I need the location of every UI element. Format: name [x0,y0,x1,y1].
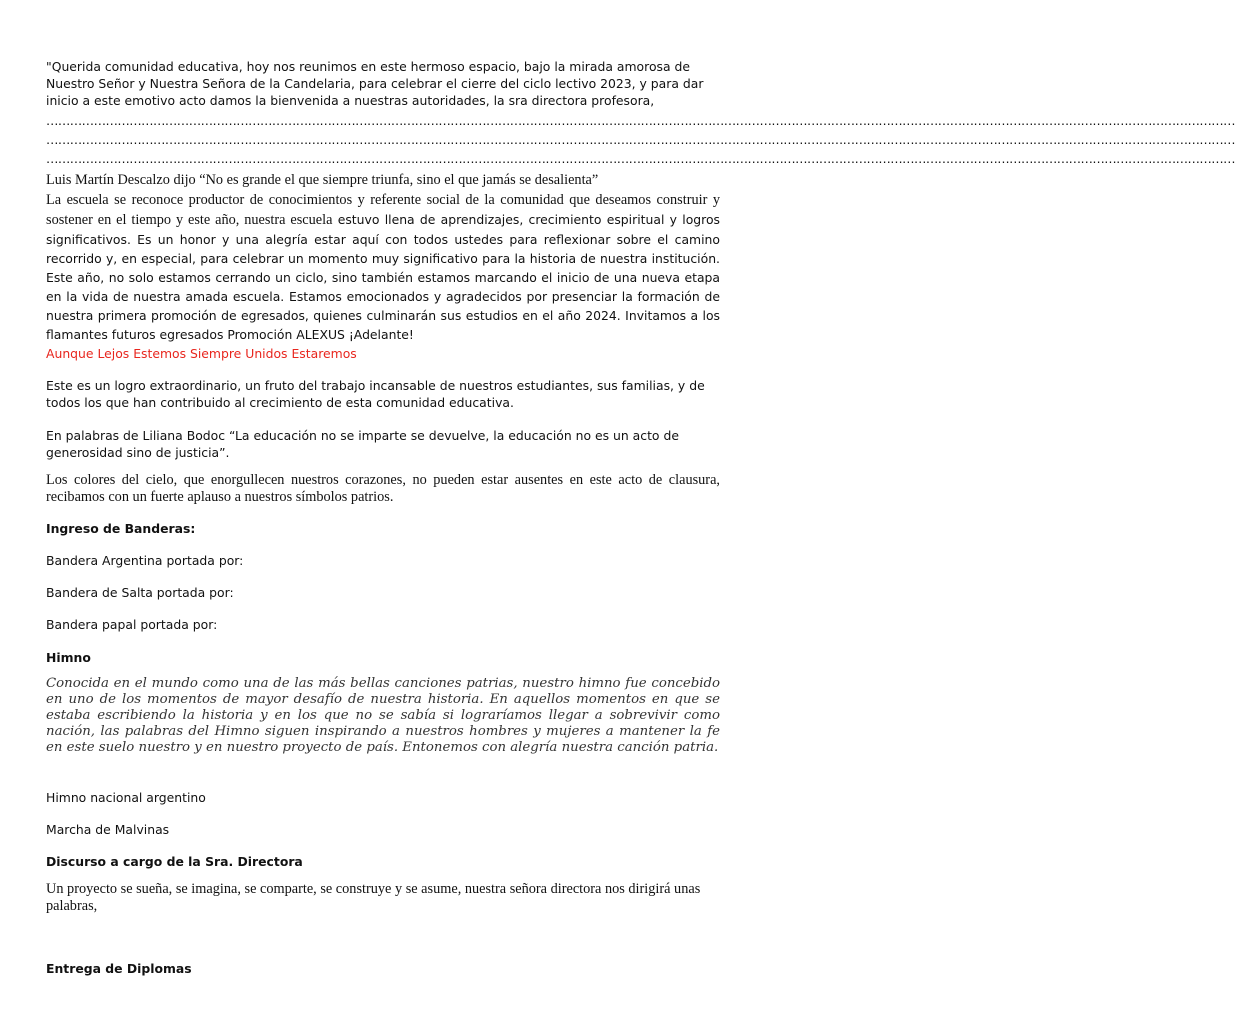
diplomas-heading: Entrega de Diplomas [46,961,192,976]
bandera-argentina: Bandera Argentina portada por: [46,553,244,568]
escuela-serif-text: La escuela se reconoce productor de conocimientos y referente social de la comunidad que deseamos construir y sostener en el tiempo y este año, nuestra escuela [46,192,720,228]
colores-paragraph: Los colores del cielo, que enorgullecen nuestros corazones, no pueden estar ausentes en este acto de clausura, recibamos con un fuerte aplauso a nuestros símbolos patrios. [46,472,720,505]
himno-paragraph: Conocida en el mundo como una de las más bellas canciones patrias, nuestro himno fue concebido en uno de los momentos de mayor desafío de nuestra historia. En aquellos momentos en que se estaba escribiendo la historia y en los que no se sabía si lograríamos llegar a sobrevivir como nación, las palabras del Himno siguen inspirando a nuestros hombres y mujeres a mantener la fe en este suelo nuestro y en nuestro proyecto de país. Entonemos con alegría nuestra canción patria. [46,676,720,755]
dotted-line: ………………………………………………………………………………………………………………………………………………………………………………………………………………………………………………………………………… [46,132,1235,147]
himno-nacional: Himno nacional argentino [46,790,206,805]
himno-heading: Himno [46,650,91,665]
dotted-lines [46,111,1235,168]
marcha-malvinas: Marcha de Malvinas [46,822,170,837]
logro-paragraph: Este es un logro extraordinario, un fruto del trabajo incansable de nuestros estudiantes, sus familias, y de todos los que han contribuido al crecimiento de esta comunidad educativa. [46,378,705,410]
bandera-papal: Bandera papal portada por: [46,617,218,632]
bodoc-quote: En palabras de Liliana Bodoc “La educación no se imparte se devuelve, la educación no es un acto de generosidad sino de justicia”. [46,428,679,460]
discurso-paragraph: Un proyecto se sueña, se imagina, se comparte, se construye y se asume, nuestra señora directora nos dirigirá unas palabras, [46,881,701,914]
banderas-heading: Ingreso de Banderas: [46,521,196,536]
descalzo-quote: Luis Martín Descalzo dijo “No es grande el que siempre triunfa, sino el que jamás se desalienta” [46,172,599,188]
bandera-salta: Bandera de Salta portada por: [46,585,234,600]
escuela-sans-text: estuvo llena de aprendizajes, crecimiento espiritual y logros significativos. Es un honor y una alegría estar aquí con todos ustedes para reflexionar sobre el camino recorrido y, en especial, para celebrar un momento muy significativo para la historia de nuestra institución. Este año, no solo estamos cerrando un ciclo, sino también estamos marcando el inicio de una nueva etapa en la vida de nuestra amada escuela. Estamos emocionados y agradecidos por presenciar la formación de nuestra primera promoción de egresados, quienes culminarán sus estudios en el año 2024. Invitamos a los flamantes futuros egresados Promoción ALEXUS ¡Adelante! [46,212,720,342]
escuela-paragraph [46,189,720,343]
dotted-line: ………………………………………………………………………………………………………………………………………………………………………………………………………………………………………………………………………… [46,113,1235,128]
motto: Aunque Lejos Estemos Siempre Unidos Estaremos [46,346,357,361]
discurso-heading: Discurso a cargo de la Sra. Directora [46,854,303,869]
intro-paragraph: "Querida comunidad educativa, hoy nos reunimos en este hermoso espacio, bajo la mirada amorosa de Nuestro Señor y Nuestra Señora de la Candelaria, para celebrar el cierre del ciclo lectivo 2023, y para dar inicio a este emotivo acto damos la bienvenida a nuestras autoridades, la sra directora profesora, [46,59,704,108]
dotted-line: ………………………………………………………………………………………………………………………………………………………………………………………………………………………………………………………………………… [46,151,1235,166]
